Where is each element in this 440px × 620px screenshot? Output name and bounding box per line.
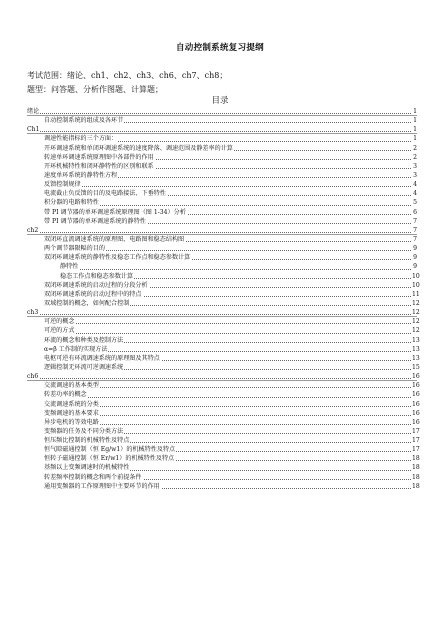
toc-entry[interactable] (27, 336, 420, 345)
toc-entry-title: 基频以上变频调速时的机械特性 (44, 464, 130, 472)
toc-entry-page: 17 (412, 427, 420, 435)
toc-entry-page: 13 (412, 354, 420, 362)
toc-entry[interactable] (27, 345, 420, 354)
toc-entry-title: 环流的概念和种类及控制方法 (44, 336, 124, 344)
toc-entry-title: 反馈控制规律 (44, 181, 81, 189)
toc-entry-title: 稳态工作点和稳态参数计算 (60, 272, 134, 280)
toc-entry-title: 开环调速系统和单闭环调速系统的速度降落、调速范围及静差率的计算 (44, 144, 233, 152)
toc-entry-title: 恒气隙磁通控制（恒 Eg/w1）的机械特性及特点 (44, 446, 176, 454)
toc-entry-title: 带 PI 调节器的单环调速系统的静特性 (44, 217, 146, 225)
toc-entry-page: 3 (413, 162, 417, 170)
toc-entry-page: 7 (413, 217, 417, 225)
toc-entry[interactable] (27, 418, 420, 427)
question-types: 题型：问答题、分析作图题、计算题； (27, 85, 163, 94)
toc-entry-page: 2 (413, 153, 417, 161)
toc-entry[interactable] (27, 482, 420, 491)
toc-entry[interactable] (27, 144, 417, 153)
toc-entry-title: α=β 工作制的实现方法 (44, 345, 108, 353)
toc-entry-page: 16 (412, 373, 420, 381)
toc-entry-page: 1 (413, 117, 417, 125)
toc-entry-title: 逻辑控制无环流可逆调速系统 (44, 363, 124, 371)
toc-entry[interactable] (27, 208, 417, 217)
toc-entry[interactable] (27, 244, 417, 253)
toc-leader-dots (44, 186, 411, 187)
toc-entry[interactable] (27, 445, 420, 454)
toc-entry-page: 18 (412, 464, 420, 472)
toc-entry-page: 13 (412, 336, 420, 344)
toc-entry[interactable] (27, 390, 420, 399)
toc-entry-page: 9 (413, 254, 417, 262)
toc-entry[interactable] (27, 180, 417, 189)
toc-entry[interactable] (27, 217, 417, 226)
toc-entry[interactable] (27, 409, 420, 418)
toc-entry-title: 异步电机的等效电路 (44, 418, 99, 426)
toc-leader-dots (60, 269, 411, 270)
toc-entry[interactable] (27, 281, 420, 290)
toc-entry-page: 2 (413, 144, 417, 152)
table-of-contents (27, 107, 420, 491)
toc-entry[interactable] (27, 198, 417, 207)
toc-entry-title: ch2 (27, 226, 39, 234)
toc-entry-title: 自动控制系统的组成及各环节 (44, 117, 124, 125)
toc-entry-page: 6 (413, 208, 417, 216)
toc-entry-title: 交流调速的基本类型 (44, 382, 99, 390)
toc-entry[interactable] (27, 125, 417, 134)
toc-entry-title: 双闭环调速系统的启动过程中的特点 (44, 290, 142, 298)
toc-entry-page: 7 (413, 235, 417, 243)
toc-entry-title: 双闭环调速系统的静特性及稳态工作点和稳态参数计算 (44, 254, 191, 262)
toc-entry[interactable] (27, 299, 420, 308)
toc-entry[interactable] (27, 272, 420, 281)
toc-entry[interactable] (27, 107, 417, 116)
toc-entry-title: 绪论 (27, 108, 40, 115)
toc-entry[interactable] (27, 427, 420, 436)
toc-entry-page: 17 (412, 437, 420, 445)
toc-entry-page: 11 (412, 290, 420, 298)
toc-entry-title: 可逆的方式 (44, 327, 75, 335)
toc-entry-page: 7 (413, 226, 417, 234)
toc-entry-page: 12 (412, 327, 420, 335)
toc-entry-title: 双闭环直流调速系统的原理图、电路图和稳态结构图 (44, 235, 185, 243)
toc-entry-title: 积分器的电路和特性 (44, 199, 99, 207)
toc-leader-dots (44, 397, 411, 398)
toc-leader-dots (27, 378, 411, 379)
toc-entry[interactable] (27, 235, 417, 244)
toc-entry-page: 16 (412, 400, 420, 408)
toc-entry[interactable] (27, 162, 417, 171)
toc-entry[interactable] (27, 253, 417, 262)
toc-entry[interactable] (27, 400, 420, 409)
toc-leader-dots (44, 323, 411, 324)
toc-heading: 目录 (211, 96, 229, 106)
toc-entry[interactable] (27, 189, 417, 198)
toc-entry-title: 变频器的任务及不同分类方法 (44, 427, 124, 435)
toc-entry-page: 15 (412, 363, 420, 371)
exam-scope: 考试范围：绪论、ch1、ch2、ch3、ch6、ch7、ch8； (27, 71, 228, 80)
toc-entry[interactable] (27, 454, 420, 463)
toc-entry-title: 通用变频器的工作原理图中主要环节的作用 (44, 482, 160, 490)
toc-entry[interactable] (27, 226, 417, 235)
toc-entry-title: Ch1 (27, 126, 40, 134)
toc-entry-title: 两个调节器限幅的目的 (44, 245, 105, 253)
toc-entry[interactable] (27, 372, 420, 381)
toc-entry-page: 4 (413, 190, 417, 198)
toc-entry[interactable] (27, 326, 420, 335)
toc-entry-page: 18 (412, 473, 420, 481)
toc-entry-page: 9 (413, 263, 417, 271)
toc-entry-page: 18 (412, 482, 420, 490)
toc-entry-title: 转速单环调速系统原理图中各部件的作用 (44, 153, 154, 161)
toc-entry[interactable] (27, 436, 420, 445)
toc-leader-dots (27, 232, 411, 233)
toc-entry[interactable] (27, 116, 417, 125)
toc-entry[interactable] (27, 134, 417, 143)
toc-entry-title: 可逆的概念 (44, 318, 75, 326)
toc-entry-page: 17 (412, 446, 420, 454)
toc-entry-title: 电枢可逆有环流调速系统的原理图及其特点 (44, 354, 160, 362)
toc-entry-page: 1 (413, 126, 417, 134)
toc-leader-dots (27, 113, 411, 114)
toc-entry-page: 1 (413, 108, 417, 115)
toc-entry-page: 13 (412, 345, 420, 353)
toc-entry[interactable] (27, 354, 420, 363)
toc-entry[interactable] (27, 290, 420, 299)
toc-entry-page: 16 (412, 391, 420, 399)
toc-entry-page: 10 (412, 272, 420, 280)
toc-entry[interactable] (27, 363, 420, 372)
toc-entry-title: 恒转子磁通控制（恒 Er/w1）的机械特性及特点 (44, 455, 175, 463)
toc-entry-title: 转差功率的概念 (44, 391, 87, 399)
toc-entry-title: 双闭环调速系统的启动过程的分段分析 (44, 281, 148, 289)
toc-entry-page: 3 (413, 171, 417, 179)
toc-entry-title: 恒压频比控制的机械特性及特点 (44, 437, 130, 445)
toc-entry-page: 16 (412, 382, 420, 390)
toc-entry-title: 带 PI 调节器的单环调速系统原理图（图 1-34）分析 (44, 208, 186, 216)
toc-leader-dots (44, 333, 411, 334)
toc-entry[interactable] (27, 153, 417, 162)
toc-entry-page: 4 (413, 181, 417, 189)
toc-entry[interactable] (27, 317, 420, 326)
toc-entry-title: 交流调速系统的分类 (44, 400, 99, 408)
toc-entry-title: 开环机械特性和闭环静特性的区别和联系 (44, 162, 154, 170)
toc-entry-title: 转差频率控制的概念和两个前提条件 (44, 473, 142, 481)
toc-entry-page: 12 (412, 299, 420, 307)
toc-entry-title: ch3 (27, 309, 39, 317)
toc-entry-page: 5 (413, 199, 417, 207)
toc-entry[interactable] (27, 308, 420, 317)
toc-entry[interactable] (27, 473, 420, 482)
toc-leader-dots (27, 131, 411, 132)
toc-entry[interactable] (27, 381, 420, 390)
toc-entry[interactable] (27, 463, 420, 472)
toc-entry-page: 9 (413, 245, 417, 253)
toc-entry-title: ch6 (27, 373, 39, 381)
toc-entry-page: 18 (412, 455, 420, 463)
toc-entry-title: 双域控制的概念，如何配合控制 (44, 299, 130, 307)
toc-entry-title: 变频调速的基本要求 (44, 409, 99, 417)
toc-entry-page: 1 (413, 135, 417, 143)
toc-entry-title: 调速性能指标的三个方面： (44, 135, 118, 143)
toc-entry-title: 静特性 (60, 263, 79, 271)
toc-entry-page: 12 (412, 309, 420, 317)
toc-entry-title: 速度单环系统的静特性方程 (44, 171, 118, 179)
toc-entry-page: 16 (412, 409, 420, 417)
toc-entry-title: 电流截止负反馈的目的及电路接法、下垂特性 (44, 190, 166, 198)
toc-entry[interactable] (27, 262, 417, 271)
toc-leader-dots (27, 314, 411, 315)
document-title: 自动控制系统复习提纲 (175, 43, 264, 53)
toc-entry-page: 10 (412, 281, 420, 289)
toc-entry[interactable] (27, 171, 417, 180)
toc-entry-page: 12 (412, 318, 420, 326)
toc-entry-page: 16 (412, 418, 420, 426)
